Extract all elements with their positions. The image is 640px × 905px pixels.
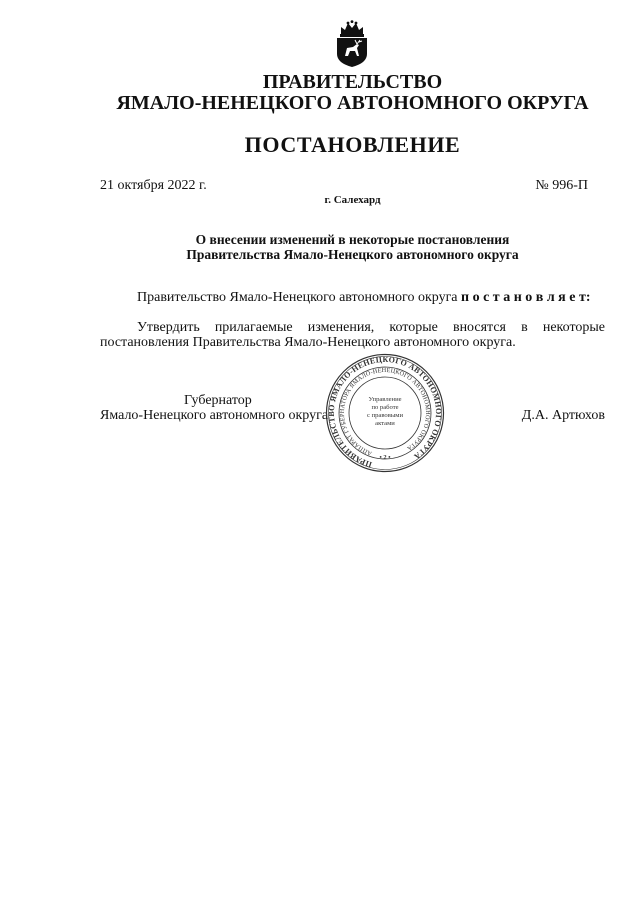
subject-line2: Правительства Ямало-Ненецкого автономного округа [186, 247, 519, 262]
stamp-number: • 2 • [379, 454, 391, 461]
document-city: г. Салехард [324, 194, 381, 206]
org-name-line1: ПРАВИТЕЛЬСТВО [262, 71, 443, 93]
stamp-center-line: актами [375, 420, 395, 427]
stamp-center-line: с правовыми [367, 412, 403, 419]
signatory-title-line2: Ямало-Ненецкого автономного округа [100, 408, 329, 423]
coat-of-arms-icon [333, 20, 371, 68]
stamp-center-line: Управление [368, 396, 402, 403]
document-date: 21 октября 2022 г. [100, 178, 207, 193]
signatory-title-line1: Губернатор [184, 393, 252, 408]
document-type: ПОСТАНОВЛЕНИЕ [244, 132, 461, 157]
shield-icon [337, 38, 367, 67]
subject-line1: О внесении изменений в некоторые постановления [195, 232, 510, 247]
official-stamp [325, 353, 445, 473]
signatory-name: Д.А. Артюхов [521, 408, 605, 423]
resolution-verb: п о с т а н о в л я е т: [461, 290, 591, 305]
stamp-outer-text: ПРАВИТЕЛЬСТВО ЯМАЛО-НЕНЕЦКОГО АВТОНОМНОГО ОКРУГА [326, 354, 444, 470]
resolution-preamble: Правительство Ямало-Ненецкого автономного округа [137, 290, 458, 305]
stamp-center-line: по работе [371, 404, 399, 411]
stamp-inner-text: АППАРАТ ГУБЕРНАТОРА ЯМАЛО-НЕНЕЦКОГО АВТОНОМНОГО ОКРУГА [338, 366, 432, 457]
approve-line2: постановления Правительства Ямало-Ненецкого автономного округа. [100, 335, 516, 350]
approve-line1: Утвердить прилагаемые изменения, которые вносятся в некоторые [137, 320, 605, 335]
stamp-center-text [367, 396, 403, 427]
resolution-paragraph [137, 290, 591, 305]
crown-icon [340, 20, 364, 37]
org-name-line2: ЯМАЛО-НЕНЕЦКОГО АВТОНОМНОГО ОКРУГА [116, 92, 589, 114]
document-number: № 996-П [535, 178, 588, 193]
